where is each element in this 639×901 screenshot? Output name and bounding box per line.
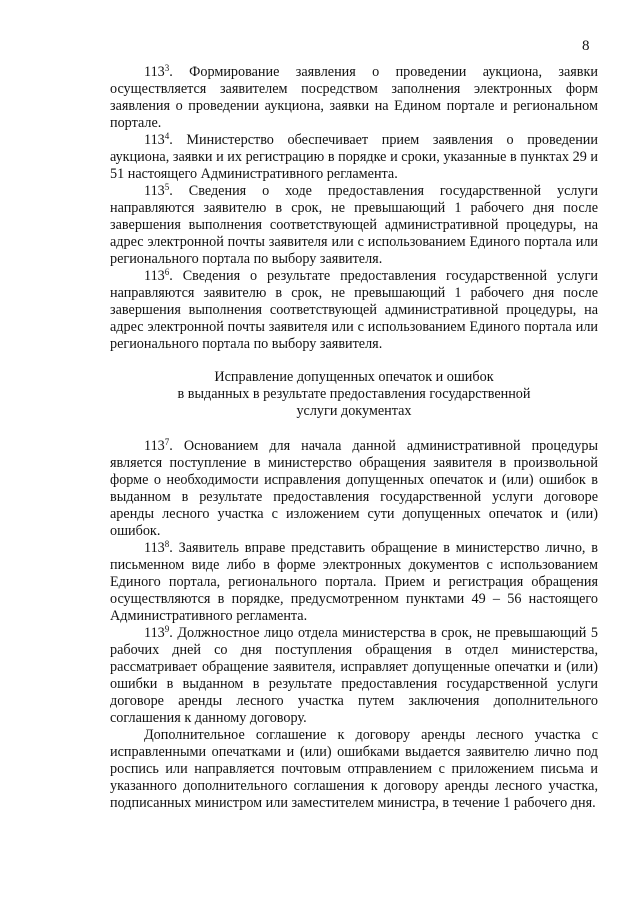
paragraph-superscript: 6	[164, 267, 170, 277]
paragraph-superscript: 5	[164, 182, 170, 192]
paragraph-text: Дополнительное соглашение к договору аренды лесного участка с исправленными опечатками и (или) ошибками выдается заявителю лично под роспись или направляется почтовым отправлением с приложением письма и указанного дополнительного соглашения к договору аренды лесного участка, подписанных министром или заместителем министра, в течение 1 рабочего дня.	[110, 727, 598, 811]
paragraph-text: . Сведения о ходе предоставления государственной услуги направляются заявителю в срок, не превышающий 1 рабочего дня после завершения выполнения соответствующей административной процедуры, на адрес электронной почты заявителя или с использованием Единого портала или регионального портала по выбору заявителя.	[110, 183, 598, 267]
paragraph-superscript: 4	[164, 131, 170, 141]
section-heading-line: услуги документах	[296, 403, 412, 419]
paragraph-superscript: 8	[164, 539, 170, 549]
paragraph-113-4	[110, 132, 598, 183]
paragraph-superscript: 3	[164, 63, 170, 73]
paragraph-113-6	[110, 268, 598, 353]
paragraph-number: 113	[144, 625, 165, 641]
paragraph-number: 113	[144, 540, 165, 556]
paragraph-113-7	[110, 438, 598, 540]
paragraph-text: . Основанием для начала данной административной процедуры является поступление в министерство обращения заявителя в произвольной форме о необходимости исправления допущенных опечаток и (или) ошибок в выданном в результате предоставления государственной услуги договоре аренды лесного участка с изложением сути допущенных опечаток и (или) ошибок.	[110, 438, 598, 539]
paragraph-113-8	[110, 540, 598, 625]
paragraph-text: . Министерство обеспечивает прием заявления о проведении аукциона, заявки и их регистрацию в порядке и сроки, указанные в пунктах 29 и 51 настоящего Административного регламента.	[110, 132, 598, 182]
paragraph-number: 113	[144, 183, 165, 199]
paragraph-superscript: 7	[164, 437, 170, 447]
paragraph-text: . Сведения о результате предоставления государственной услуги направляются заявителю в срок, не превышающий 1 рабочего дня после завершения выполнения соответствующей административной процедуры, на адрес электронной почты заявителя или с использованием Единого портала или регионального портала по выбору заявителя.	[110, 268, 598, 352]
paragraph-number: 113	[144, 64, 165, 80]
paragraph-additional-agreement	[110, 727, 598, 812]
section-heading-line: в выданных в результате предоставления государственной	[177, 386, 531, 402]
paragraph-113-3	[110, 64, 598, 132]
paragraph-113-5	[110, 183, 598, 268]
document-body	[110, 64, 598, 812]
paragraph-number: 113	[144, 438, 165, 454]
paragraph-text: . Должностное лицо отдела министерства в срок, не превышающий 5 рабочих дней со дня поступления обращения в отдел министерства, рассматривает обращение заявителя, исправляет допущенные опечатки и (или) ошибки в выданном в результате предоставления государственной услуги договоре аренды лесного участка путем заключения дополнительного соглашения к данному договору.	[110, 625, 598, 726]
paragraph-113-9	[110, 625, 598, 727]
paragraph-superscript: 9	[164, 624, 170, 634]
paragraph-number: 113	[144, 132, 165, 148]
section-heading	[110, 369, 598, 420]
paragraph-number: 113	[144, 268, 165, 284]
paragraph-text: . Формирование заявления о проведении аукциона, заявки осуществляется заявителем посредством заполнения электронных форм заявления о проведении аукциона, заявки на Едином портале и региональном портале.	[110, 64, 598, 131]
paragraph-text: . Заявитель вправе представить обращение в министерство лично, в письменном виде либо в форме электронных документов с использованием Единого портала, регионального портала. Прием и регистрация обращения осуществляются в порядке, предусмотренном пунктами 49 – 56 настоящего Административного регламента.	[110, 540, 598, 624]
section-heading-line: Исправление допущенных опечаток и ошибок	[214, 369, 494, 385]
page-number: 8	[582, 38, 590, 54]
